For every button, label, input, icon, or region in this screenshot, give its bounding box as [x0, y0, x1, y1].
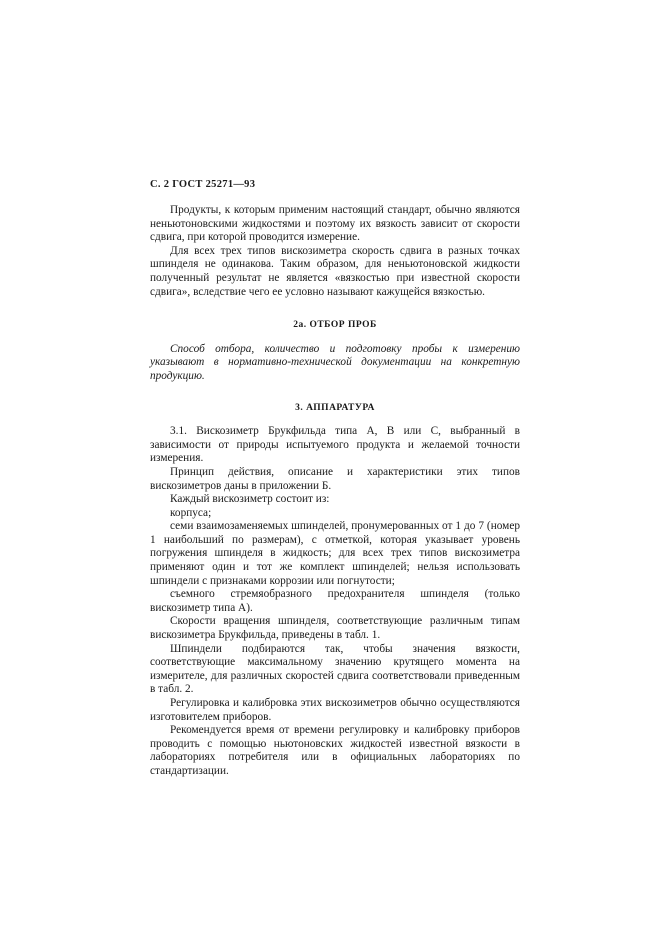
section-3-paragraph-6: Регулировка и калибровка этих вискозиметров обычно осуществляются изготовителем приборов. — [150, 697, 520, 723]
section-3-paragraph-7: Рекомендуется время от времени регулировку и калибровку приборов проводить с помощью ньютоновских жидкостей известной вязкости в лабораториях потребителя или в официальных лабораториях по стандартизации. — [150, 724, 520, 777]
section-2a-text: Способ отбора, количество и подготовку пробы к измерению указывают в нормативно-технической документации на конкретную продукцию. — [150, 342, 520, 382]
section-3-paragraph-1: 3.1. Вискозиметр Брукфильда типа А, В или С, выбранный в зависимости от природы испытуемого продукта и желаемой точности измерения. — [150, 425, 520, 465]
intro-paragraph-2: Для всех трех типов вискозиметра скорость сдвига в разных точках шпинделя не одинакова. Таким образом, для неньютоновской жидкости полученный результат не является «вязкостью при известной скорости сдвига», вследствие чего ее условно называют кажущейся вязкостью. — [150, 244, 520, 298]
section-3-title: 3. АППАРАТУРА — [295, 402, 375, 413]
page-header: С. 2 ГОСТ 25271—93 — [150, 179, 256, 190]
intro-paragraph-1: Продукты, к которым применим настоящий стандарт, обычно являются неньютоновскими жидкостями и поэтому их вязкость зависит от скорости сдвига, при которой проводится измерение. — [150, 204, 520, 244]
section-3-paragraph-3: Каждый вискозиметр состоит из: — [170, 493, 330, 506]
section-3-list-item-1: корпуса; — [170, 506, 212, 519]
section-2a-title: 2а. ОТБОР ПРОБ — [293, 320, 377, 331]
section-3-paragraph-2: Принцип действия, описание и характеристики этих типов вискозиметров даны в приложении Б. — [150, 465, 520, 492]
section-3-list-item-3: съемного стремяобразного предохранителя шпинделя (только вискозиметр типа А). — [150, 588, 520, 614]
section-3-paragraph-4: Скорости вращения шпинделя, соответствующие различным типам вискозиметра Брукфильда, приведены в табл. 1. — [150, 615, 520, 642]
document-body — [150, 204, 520, 779]
section-3-list-item-2: семи взаимозаменяемых шпинделей, пронумерованных от 1 до 7 (номер 1 наибольший по размерам), с отметкой, которая указывает уровень погружения шпинделя в жидкость; для всех трех типов вискозиметра применяют один и тот же комплект шпинделей; нельзя использовать шпиндели с признаками коррозии или погнутости; — [150, 520, 520, 587]
section-3-paragraph-5: Шпиндели подбираются так, чтобы значения вязкости, соответствующие максимальному значению крутящего момента на измерителе, для различных скоростей сдвига соответствовали приведенным в табл. 2. — [150, 642, 520, 696]
